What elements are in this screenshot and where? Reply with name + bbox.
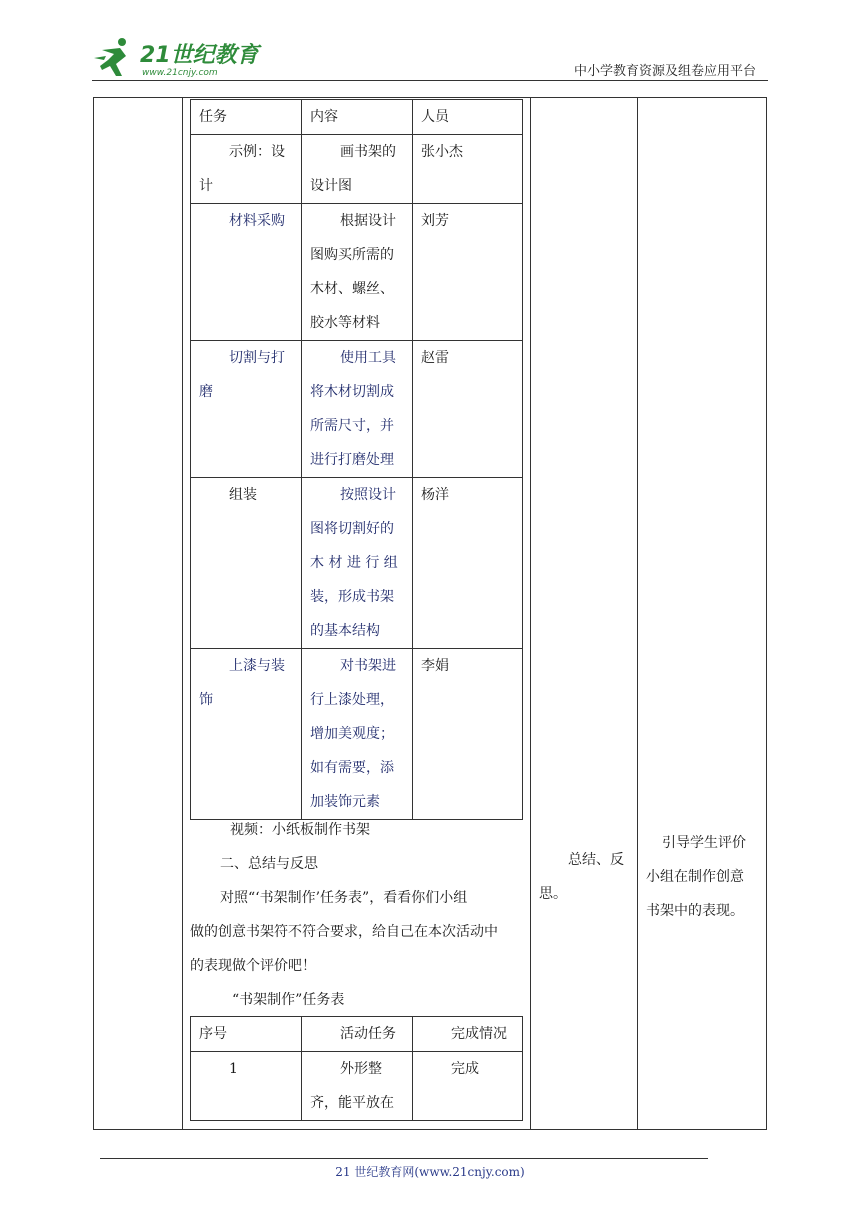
table-row [191,478,523,649]
footer-divider [100,1158,708,1159]
section-title: 二、总结与反思 [220,856,318,872]
site-logo [92,36,262,80]
student-activity-line: 思。 [539,886,567,902]
header-cell: 任务 [191,100,302,135]
content-cell: 按照设计 图将切割好的 木 材 进 行 组 装，形成书架 的基本结构 [302,478,413,649]
content-cell: 对书架进 行上漆处理， 增加美观度； 如有需要，添 加装饰元素 [302,649,413,820]
table-row [191,135,523,204]
person-cell: 刘芳 [413,204,523,341]
site-slogan: 中小学教育资源及组卷应用平台 [573,64,756,79]
content-cell: 根据设计 图购买所需的 木材、螺丝、 胶水等材料 [302,204,413,341]
task-cell: 示例：设 计 [191,135,302,204]
person-cell: 杨洋 [413,478,523,649]
content-cell: 画书架的 设计图 [302,135,413,204]
status-cell: 完成 [413,1052,523,1121]
table-row [191,1052,523,1121]
paragraph-line: 对照“‘书架制作’任务表”，看看你们小组 [220,890,468,906]
runner-logo-icon [94,38,126,76]
header-cell: 人员 [413,100,523,135]
svg-text:21世纪教育: 21世纪教育 [140,43,259,68]
table-header-row [191,1017,523,1052]
design-intent-line: 书架中的表现。 [646,903,744,919]
table-row [191,341,523,478]
person-cell: 张小杰 [413,135,523,204]
task-cell: 切割与打 磨 [191,341,302,478]
header-cell: 内容 [302,100,413,135]
header-cell: 序号 [191,1017,302,1052]
design-intent-line: 引导学生评价 [662,835,746,851]
person-cell: 李娟 [413,649,523,820]
table-row [191,649,523,820]
column-divider [182,97,183,1130]
task-cell: 上漆与装 饰 [191,649,302,820]
table-row [191,204,523,341]
task-cell: 材料采购 [191,204,302,341]
footer-text: 21 世纪教育网(www.21cnjy.com) [335,1165,525,1179]
person-cell: 赵雷 [413,341,523,478]
paragraph-line: 做的创意书架符不符合要求，给自己在本次活动中 [190,924,498,940]
task-cell: 外形整 齐，能平放在 [302,1052,413,1121]
task-table [190,99,523,820]
column-divider [637,97,638,1130]
header-divider [92,80,768,81]
header-cell: 完成情况 [413,1017,523,1052]
column-divider [530,97,531,1130]
header-cell: 活动任务 [302,1017,413,1052]
content-cell: 使用工具 将木材切割成 所需尺寸，并 进行打磨处理 [302,341,413,478]
student-activity-line: 总结、反 [568,852,624,868]
eval-table [190,1016,523,1121]
table-header-row [191,100,523,135]
video-line: 视频：小纸板制作书架 [230,822,370,838]
task-cell: 组装 [191,478,302,649]
eval-table-title: “书架制作”任务表 [232,992,345,1008]
design-intent-line: 小组在制作创意 [646,869,744,885]
paragraph-line: 的表现做个评价吧！ [190,958,316,974]
number-cell: 1 [191,1052,302,1121]
svg-text:www.21cnjy.com: www.21cnjy.com [142,68,218,78]
